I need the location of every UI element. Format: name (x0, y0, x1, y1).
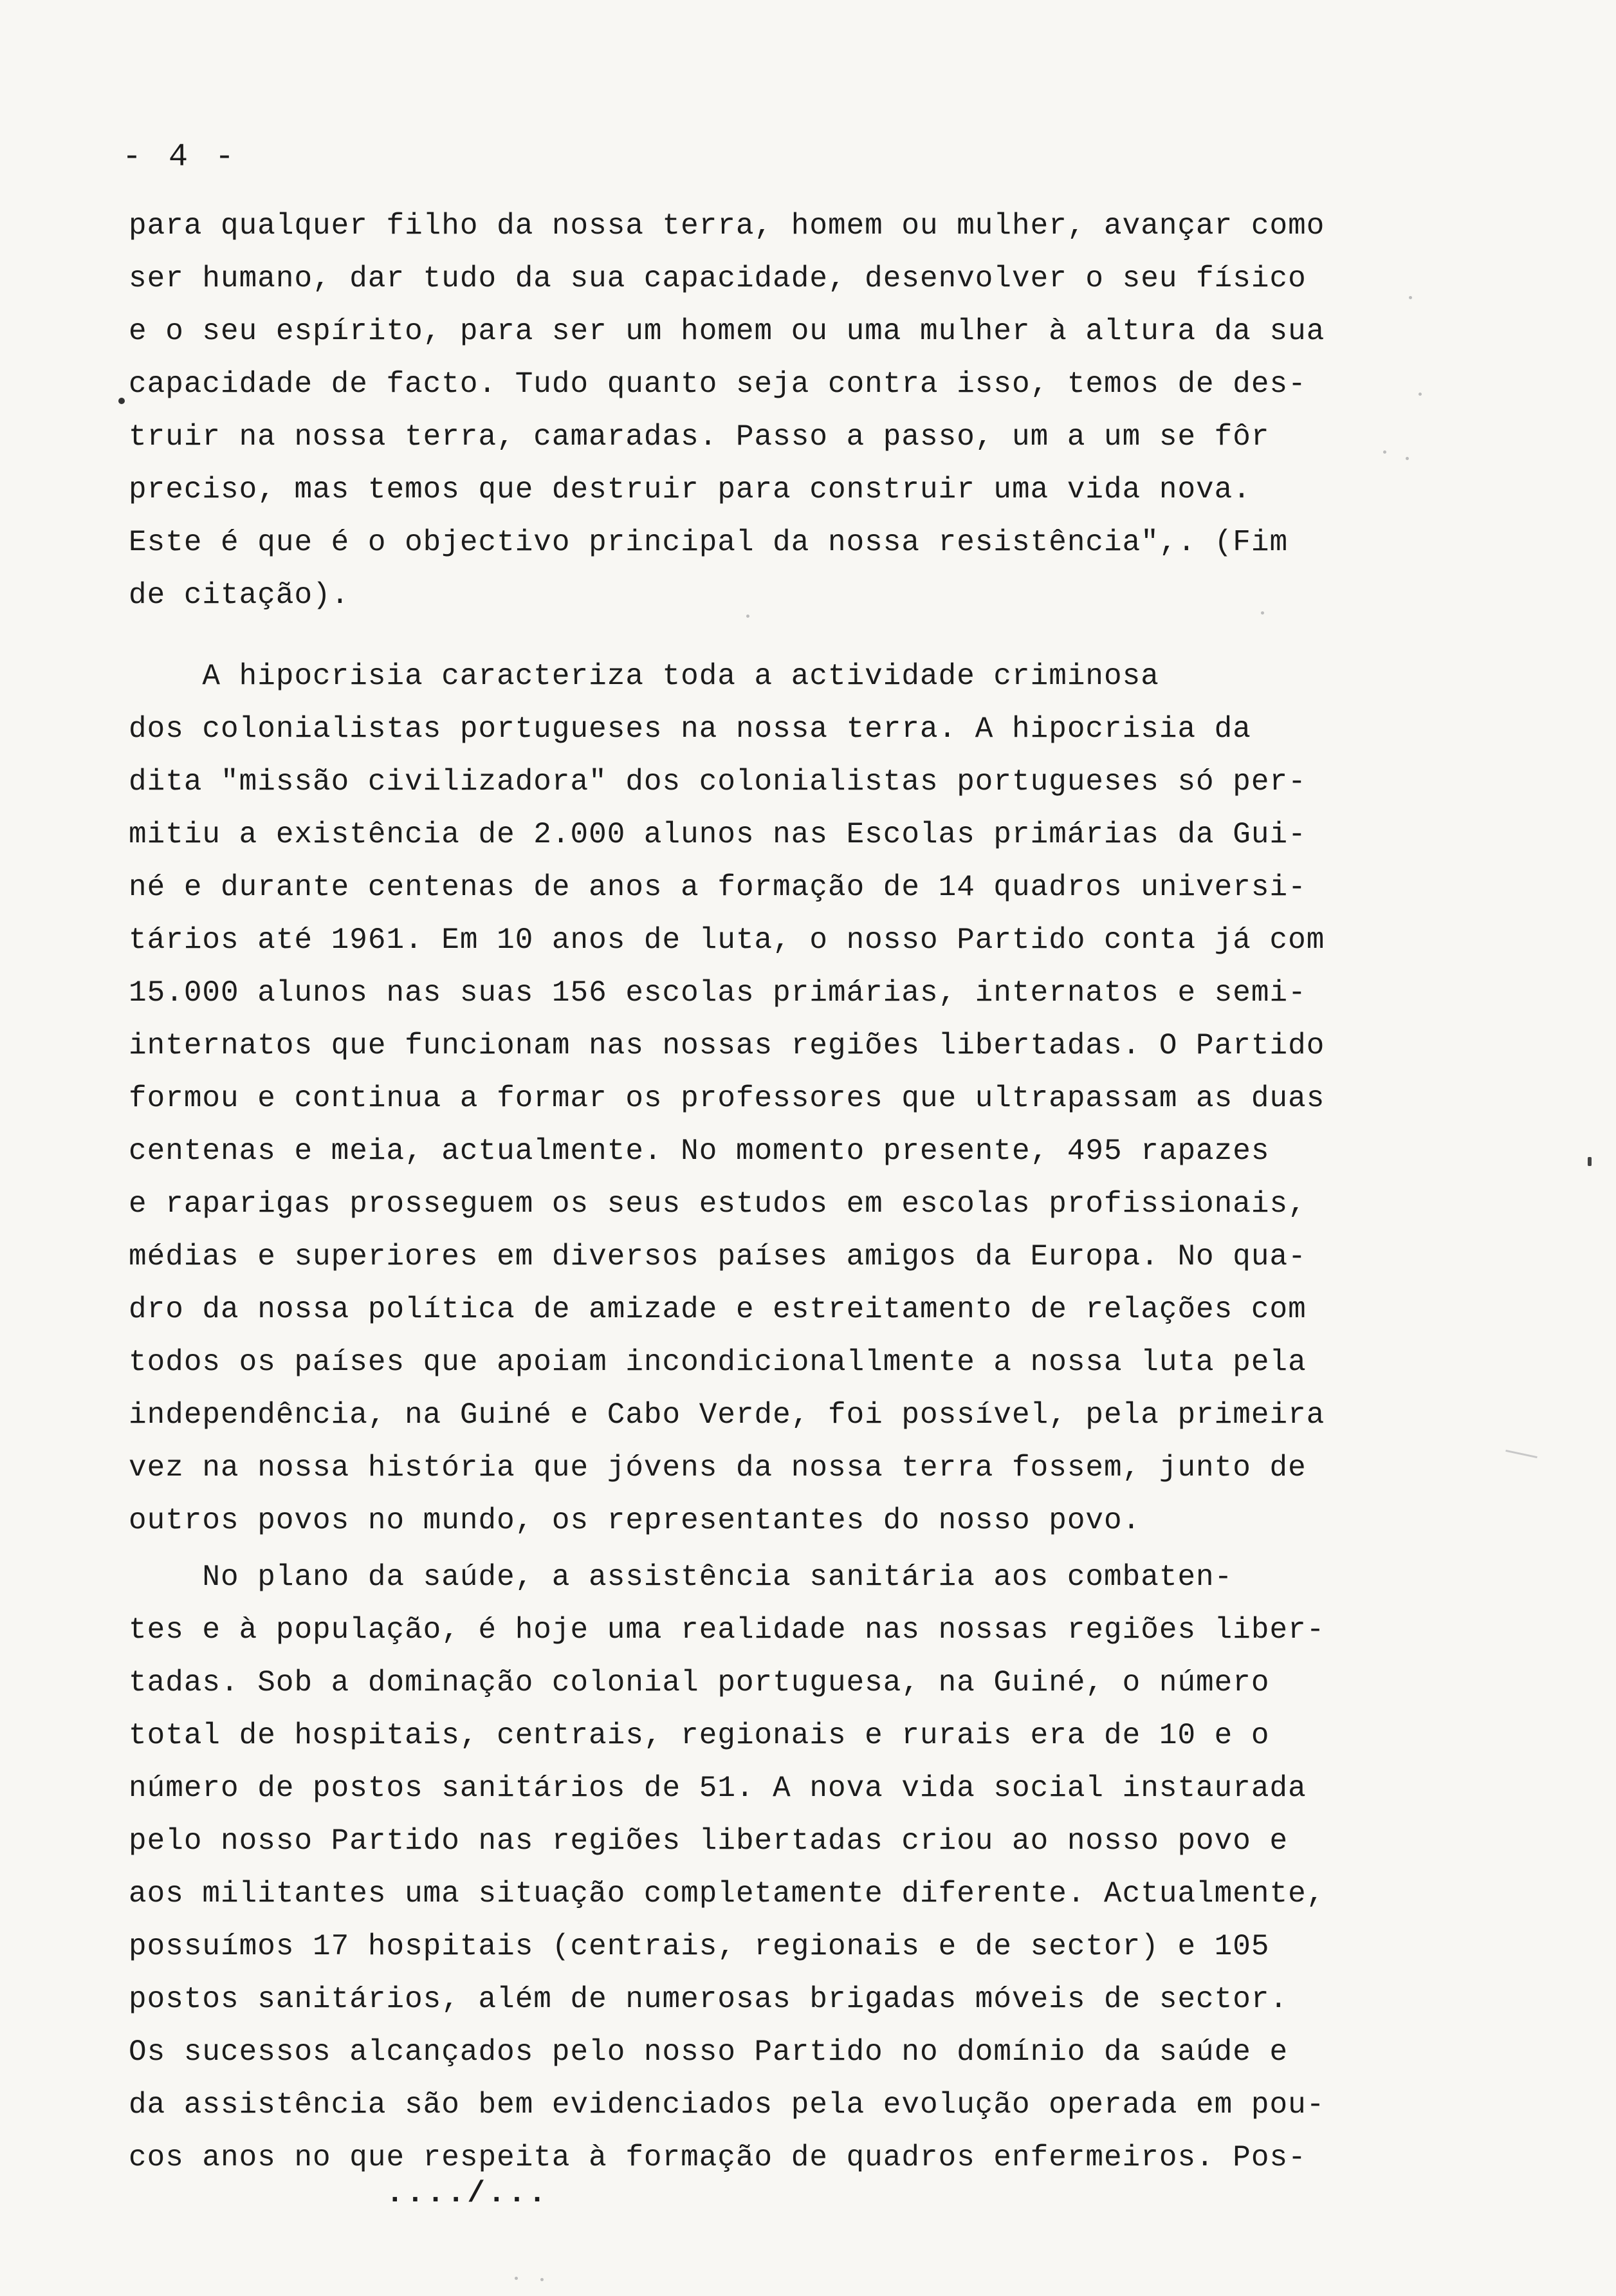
text-line: postos sanitários, além de numerosas brigadas móveis de sector. (129, 1983, 1289, 2016)
text-line: tadas. Sob a dominação colonial portuguesa, na Guiné, o número (129, 1666, 1270, 1699)
text-line: médias e superiores em diversos países amigos da Europa. No qua- (129, 1240, 1307, 1273)
text-line: internatos que funcionam nas nossas regiões libertadas. O Partido (129, 1029, 1325, 1062)
text-line: aos militantes uma situação completamente diferente. Actualmente, (129, 1877, 1325, 1911)
paragraph-3 (129, 1551, 1467, 2184)
text-line: para qualquer filho da nossa terra, homem ou mulher, avançar como (129, 209, 1325, 243)
text-line: né e durante centenas de anos a formação de 14 quadros universi- (129, 871, 1307, 904)
text-line: preciso, mas temos que destruir para construir uma vida nova. (129, 473, 1251, 506)
page-number: - 4 - (122, 139, 239, 176)
paragraph-1 (129, 199, 1467, 622)
text-line: vez na nossa história que jóvens da nossa terra fossem, junto de (129, 1451, 1307, 1485)
margin-mark-right (1588, 1157, 1592, 1166)
text-line: independência, na Guiné e Cabo Verde, foi possível, pela primeira (129, 1398, 1325, 1432)
text-line: e o seu espírito, para ser um homem ou uma mulher à altura da sua (129, 315, 1325, 348)
text-line: ser humano, dar tudo da sua capacidade, desenvolver o seu físico (129, 262, 1307, 295)
text-line: pelo nosso Partido nas regiões libertadas criou ao nosso povo e (129, 1824, 1289, 1858)
text-line: tes e à população, é hoje uma realidade nas nossas regiões liber- (129, 1613, 1325, 1647)
text-line: todos os países que apoiam incondicionallmente a nossa luta pela (129, 1346, 1307, 1379)
text-line: de citação). (129, 579, 350, 612)
continuation-mark: ..../... (386, 2177, 549, 2210)
text-line: Os sucessos alcançados pelo nosso Partido no domínio da saúde e (129, 2035, 1289, 2069)
text-line: A hipocrisia caracteriza toda a actividade criminosa (129, 660, 1159, 693)
text-line: dro da nossa política de amizade e estreitamento de relações com (129, 1293, 1307, 1326)
text-line: dos colonialistas portugueses na nossa terra. A hipocrisia da (129, 712, 1251, 746)
text-line: tários até 1961. Em 10 anos de luta, o nosso Partido conta já com (129, 923, 1325, 957)
text-line: 15.000 alunos nas suas 156 escolas primárias, internatos e semi- (129, 976, 1307, 1010)
text-line: formou e continua a formar os professores que ultrapassam as duas (129, 1082, 1325, 1115)
text-line: truir na nossa terra, camaradas. Passo a passo, um a um se fôr (129, 420, 1270, 454)
text-line: mitiu a existência de 2.000 alunos nas Escolas primárias da Gui- (129, 818, 1307, 851)
text-line: possuímos 17 hospitais (centrais, regionais e de sector) e 105 (129, 1930, 1270, 1963)
text-line: número de postos sanitários de 51. A nova vida social instaurada (129, 1772, 1307, 1805)
text-line: e raparigas prosseguem os seus estudos em escolas profissionais, (129, 1187, 1307, 1221)
margin-mark (118, 398, 125, 404)
text-line: capacidade de facto. Tudo quanto seja contra isso, temos de des- (129, 367, 1307, 401)
stray-dash-mark (1505, 1450, 1538, 1458)
text-line: Este é que é o objectivo principal da nossa resistência",. (Fim (129, 526, 1289, 559)
text-line: No plano da saúde, a assistência sanitária aos combaten- (129, 1560, 1233, 1594)
text-line: dita "missão civilizadora" dos colonialistas portugueses só per- (129, 765, 1307, 799)
text-line: outros povos no mundo, os representantes do nosso povo. (129, 1504, 1141, 1537)
text-line: da assistência são bem evidenciados pela evolução operada em pou- (129, 2088, 1325, 2122)
paper-speck (515, 2277, 518, 2280)
text-line: centenas e meia, actualmente. No momento presente, 495 rapazes (129, 1134, 1270, 1168)
text-line: total de hospitais, centrais, regionais e rurais era de 10 e o (129, 1719, 1270, 1752)
text-line: cos anos no que respeita à formação de quadros enfermeiros. Pos- (129, 2141, 1307, 2174)
paragraph-2 (129, 650, 1467, 1547)
paper-speck (540, 2278, 544, 2281)
